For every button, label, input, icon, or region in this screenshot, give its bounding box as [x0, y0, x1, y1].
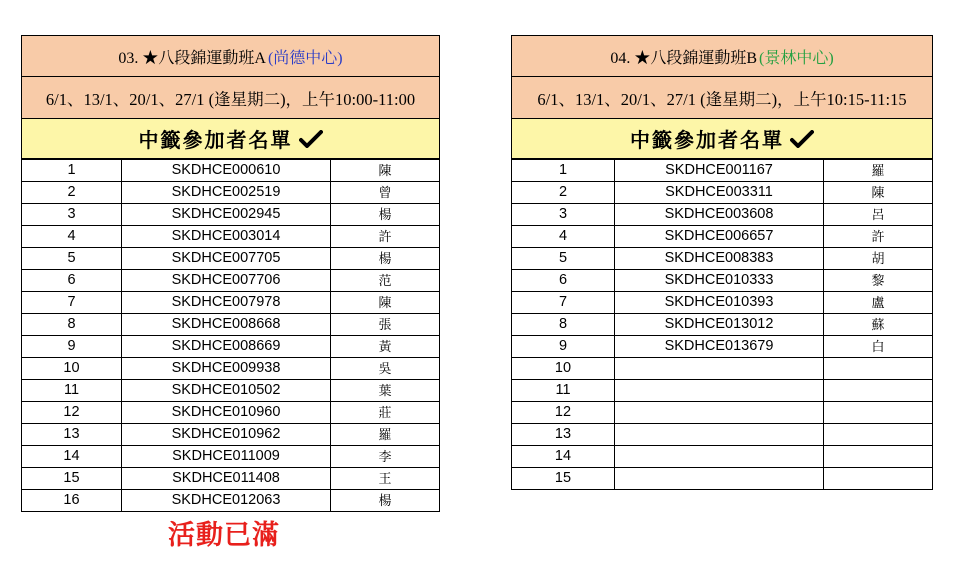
member-surname: 陳: [331, 292, 440, 314]
member-surname: [824, 402, 933, 424]
row-number: 6: [22, 270, 122, 292]
row-number: 2: [512, 182, 615, 204]
checkmark-icon: [299, 130, 323, 148]
row-number: 11: [512, 380, 615, 402]
row-number: 3: [22, 204, 122, 226]
member-code: SKDHCE006657: [615, 226, 824, 248]
table-row: [22, 402, 440, 424]
member-surname: 許: [331, 226, 440, 248]
table-row: [512, 270, 933, 292]
row-number: 12: [22, 402, 122, 424]
class-a-location: (尚德中心): [267, 49, 343, 67]
table-row: [22, 182, 440, 204]
member-code: SKDHCE008669: [122, 336, 331, 358]
member-surname: 莊: [331, 402, 440, 424]
class-a-participant-table: [21, 159, 440, 512]
member-code: SKDHCE003014: [122, 226, 331, 248]
member-surname: 黃: [331, 336, 440, 358]
member-code: SKDHCE010393: [615, 292, 824, 314]
table-row: [512, 358, 933, 380]
class-a-schedule: 6/1、13/1、20/1、27/1 (逢星期二)，上午10:00-11:00: [21, 77, 440, 119]
member-code: SKDHCE010962: [122, 424, 331, 446]
member-code: [615, 468, 824, 490]
row-number: 15: [512, 468, 615, 490]
member-code: SKDHCE009938: [122, 358, 331, 380]
member-code: SKDHCE007978: [122, 292, 331, 314]
row-number: 6: [512, 270, 615, 292]
member-code: SKDHCE008668: [122, 314, 331, 336]
class-b-list-title: 中籤參加者名單: [630, 130, 784, 152]
table-row: [512, 292, 933, 314]
member-surname: 胡: [824, 248, 933, 270]
table-row: [22, 292, 440, 314]
class-a-list-header: [21, 119, 440, 159]
member-surname: 白: [824, 336, 933, 358]
row-number: 9: [22, 336, 122, 358]
member-code: SKDHCE003311: [615, 182, 824, 204]
member-code: SKDHCE007705: [122, 248, 331, 270]
member-code: SKDHCE010333: [615, 270, 824, 292]
member-surname: 李: [331, 446, 440, 468]
table-row: [22, 204, 440, 226]
member-surname: 吳: [331, 358, 440, 380]
row-number: 5: [512, 248, 615, 270]
member-code: [615, 446, 824, 468]
member-code: SKDHCE007706: [122, 270, 331, 292]
member-code: SKDHCE010960: [122, 402, 331, 424]
row-number: 4: [512, 226, 615, 248]
member-code: [615, 402, 824, 424]
member-code: SKDHCE011009: [122, 446, 331, 468]
class-b-schedule: 6/1、13/1、20/1、27/1 (逢星期二)，上午10:15-11:15: [511, 77, 933, 119]
member-code: SKDHCE000610: [122, 160, 331, 182]
table-row: [22, 248, 440, 270]
member-surname: 黎: [824, 270, 933, 292]
table-row: [22, 270, 440, 292]
member-surname: 許: [824, 226, 933, 248]
member-surname: 陳: [824, 182, 933, 204]
class-b-list-header: [511, 119, 933, 159]
table-row: [22, 424, 440, 446]
class-b-participant-table: [511, 159, 933, 490]
member-surname: 楊: [331, 490, 440, 512]
table-row: [512, 182, 933, 204]
class-a-title-text: 03. ★八段錦運動班A: [118, 49, 266, 67]
member-surname: 羅: [824, 160, 933, 182]
member-surname: 楊: [331, 248, 440, 270]
table-row: [512, 248, 933, 270]
class-b-title: [511, 35, 933, 77]
row-number: 14: [512, 446, 615, 468]
member-surname: 王: [331, 468, 440, 490]
table-row: [512, 446, 933, 468]
row-number: 14: [22, 446, 122, 468]
table-row: [512, 204, 933, 226]
row-number: 3: [512, 204, 615, 226]
table-row: [512, 424, 933, 446]
row-number: 12: [512, 402, 615, 424]
row-number: 9: [512, 336, 615, 358]
table-row: [512, 226, 933, 248]
member-surname: 蘇: [824, 314, 933, 336]
table-row: [22, 490, 440, 512]
row-number: 13: [22, 424, 122, 446]
table-row: [22, 336, 440, 358]
member-surname: [824, 446, 933, 468]
member-code: SKDHCE003608: [615, 204, 824, 226]
row-number: 1: [22, 160, 122, 182]
class-b-title-text: 04. ★八段錦運動班B: [610, 49, 757, 67]
member-code: SKDHCE011408: [122, 468, 331, 490]
row-number: 16: [22, 490, 122, 512]
member-surname: 葉: [331, 380, 440, 402]
member-code: SKDHCE008383: [615, 248, 824, 270]
table-row: [512, 402, 933, 424]
table-row: [512, 160, 933, 182]
member-surname: 陳: [331, 160, 440, 182]
table-row: [22, 380, 440, 402]
class-b-panel: [511, 35, 933, 490]
row-number: 11: [22, 380, 122, 402]
table-row: [22, 226, 440, 248]
member-code: SKDHCE012063: [122, 490, 331, 512]
row-number: 15: [22, 468, 122, 490]
class-a-panel: [21, 35, 440, 512]
table-row: [22, 468, 440, 490]
member-code: SKDHCE013679: [615, 336, 824, 358]
row-number: 10: [22, 358, 122, 380]
member-surname: 楊: [331, 204, 440, 226]
table-row: [512, 314, 933, 336]
member-surname: 張: [331, 314, 440, 336]
class-a-full-status: 活動已滿: [168, 520, 280, 551]
member-surname: 范: [331, 270, 440, 292]
member-code: [615, 380, 824, 402]
member-surname: [824, 358, 933, 380]
row-number: 1: [512, 160, 615, 182]
row-number: 8: [512, 314, 615, 336]
table-row: [22, 358, 440, 380]
member-surname: [824, 380, 933, 402]
table-row: [512, 380, 933, 402]
class-a-list-title: 中籤參加者名單: [138, 130, 293, 152]
member-code: SKDHCE002945: [122, 204, 331, 226]
member-surname: 呂: [824, 204, 933, 226]
member-code: SKDHCE002519: [122, 182, 331, 204]
member-code: SKDHCE010502: [122, 380, 331, 402]
row-number: 10: [512, 358, 615, 380]
row-number: 2: [22, 182, 122, 204]
table-row: [512, 468, 933, 490]
member-code: [615, 424, 824, 446]
row-number: 7: [22, 292, 122, 314]
member-code: SKDHCE013012: [615, 314, 824, 336]
row-number: 8: [22, 314, 122, 336]
table-row: [22, 446, 440, 468]
member-code: [615, 358, 824, 380]
row-number: 5: [22, 248, 122, 270]
row-number: 7: [512, 292, 615, 314]
checkmark-icon: [790, 130, 814, 148]
table-row: [512, 336, 933, 358]
row-number: 13: [512, 424, 615, 446]
member-surname: 曾: [331, 182, 440, 204]
member-surname: [824, 424, 933, 446]
member-code: SKDHCE001167: [615, 160, 824, 182]
row-number: 4: [22, 226, 122, 248]
member-surname: 羅: [331, 424, 440, 446]
table-row: [22, 314, 440, 336]
class-a-title: [21, 35, 440, 77]
member-surname: 盧: [824, 292, 933, 314]
table-row: [22, 160, 440, 182]
member-surname: [824, 468, 933, 490]
class-b-location: (景林中心): [759, 49, 834, 67]
